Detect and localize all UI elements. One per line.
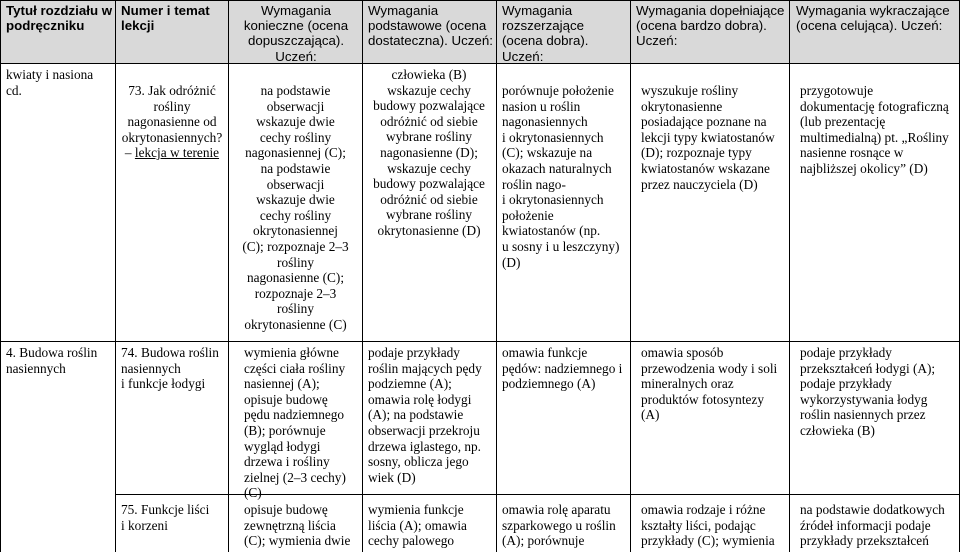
advanced-requirements-73: przygotowuje dokumentację fotograficzną (lub prezentację multimedialną) pt. „Rośliny nasienne rosnące w najbliższej okolicy” (D) <box>800 83 949 176</box>
standard-requirements-74: podaje przykłady roślin mających pędy podziemne (A); omawia rolę łodygi (A); na podstawie obserwacji przekroju drzewa iglastego, np. sosny, oblicza jego wiek (D) <box>368 345 482 485</box>
lesson-74-cell: 74. Budowa roślin nasiennych i funkcje łodygi <box>121 345 219 392</box>
row-border <box>115 494 960 495</box>
standard-requirements-75: wymienia funkcje liścia (A); omawia cechy palowego <box>368 502 467 549</box>
supplementary-requirements-74: omawia sposób przewodzenia wody i soli mineralnych oraz produktów fotosyntezy (A) <box>641 345 778 423</box>
chapter-cell: 4. Budowa roślin nasiennych <box>6 345 98 376</box>
row-border <box>0 63 960 64</box>
column-border <box>630 0 631 552</box>
header-standard-requirements: Wymagania podstawowe (ocena dostateczna). Uczeń: <box>368 3 493 49</box>
supplementary-requirements-75: omawia rodzaje i różne kształty liści, podając przykłady (C); wymienia <box>641 502 775 549</box>
column-border <box>496 0 497 552</box>
extended-requirements-74: omawia funkcje pędów: nadziemnego i podziemnego (A) <box>502 345 623 392</box>
column-border <box>115 0 116 552</box>
header-advanced-requirements: Wymagania wykraczające (ocena celująca). Uczeń: <box>796 3 950 34</box>
basic-requirements-73: na podstawie obserwacji wskazuje dwie cechy rośliny nagonasiennej (C); na podstawie obserwacji wskazuje dwie cechy rośliny okrytonasiennej (C); rozpoznaje 2–3 rośliny nagonasienne (C); rozpoznaje 2–3 rośliny okrytonasienne (C) <box>242 83 349 332</box>
column-border <box>789 0 790 552</box>
standard-requirements-73: człowieka (B) wskazuje cechy budowy pozwalające odróżnić od siebie wybrane rośliny nagonasienne (D); wskazuje cechy budowy pozwalające odróżnić od siebie wybrane rośliny okrytonasienne (D) <box>373 67 485 238</box>
field-lesson-label: lekcja w terenie <box>134 145 220 161</box>
advanced-requirements-74: podaje przykłady przekształceń łodygi (A); podaje przykłady wykorzystywania łodyg roślin nasiennych przez człowieka (B) <box>800 345 936 438</box>
chapter-cell: kwiaty i nasiona cd. <box>6 67 94 98</box>
lesson-75-cell: 75. Funkcje liści i korzeni <box>121 502 210 533</box>
basic-requirements-75: opisuje budowę zewnętrzną liścia (C); wymienia dwie <box>244 502 351 549</box>
header-extended-requirements: Wymagania rozszerzające (ocena dobra). Uczeń: <box>502 3 589 64</box>
supplementary-requirements-73: wyszukuje rośliny okrytonasienne posiadające poznane na lekcji typy kwiatostanów (D); rozpoznaje typy kwiatostanów wskazane przez nauczyciela (D) <box>641 83 775 192</box>
extended-requirements-73: porównuje położenie nasion u roślin nagonasiennych i okrytonasiennych (C); wskazuje na okazach naturalnych roślin nago- i okrytonasiennych położenie kwiatostanów (np. u sosny i u leszczyny) (D) <box>502 83 620 270</box>
column-border <box>0 0 1 552</box>
header-basic-requirements: Wymagania konieczne (ocena dopuszczająca). Uczeń: <box>243 3 349 64</box>
header-lesson-number: Numer i temat lekcji <box>121 3 210 34</box>
row-border <box>0 341 960 342</box>
header-chapter-title: Tytuł rozdziału w podręczniku <box>6 3 113 34</box>
header-supplementary-requirements: Wymagania dopełniające (ocena bardzo dobra). Uczeń: <box>636 3 785 49</box>
lesson-73-title: 73. Jak odróżnić rośliny nagonasienne od okrytonasiennych? <box>121 83 223 145</box>
extended-requirements-75: omawia rolę aparatu szparkowego u roślin (A); porównuje <box>502 502 616 549</box>
column-border <box>228 0 229 552</box>
advanced-requirements-75: na podstawie dodatkowych źródeł informacji podaje przykłady przekształceń <box>800 502 945 549</box>
lesson-dash: – <box>124 145 135 161</box>
basic-requirements-74: wymienia główne części ciała rośliny nasiennej (A); opisuje budowę pędu nadziemnego (B); porównuje wygląd łodygi drzewa i rośliny zielnej (2–3 cechy) (C) <box>244 345 346 501</box>
lesson-73-cell <box>117 83 227 161</box>
row-border <box>0 0 960 1</box>
